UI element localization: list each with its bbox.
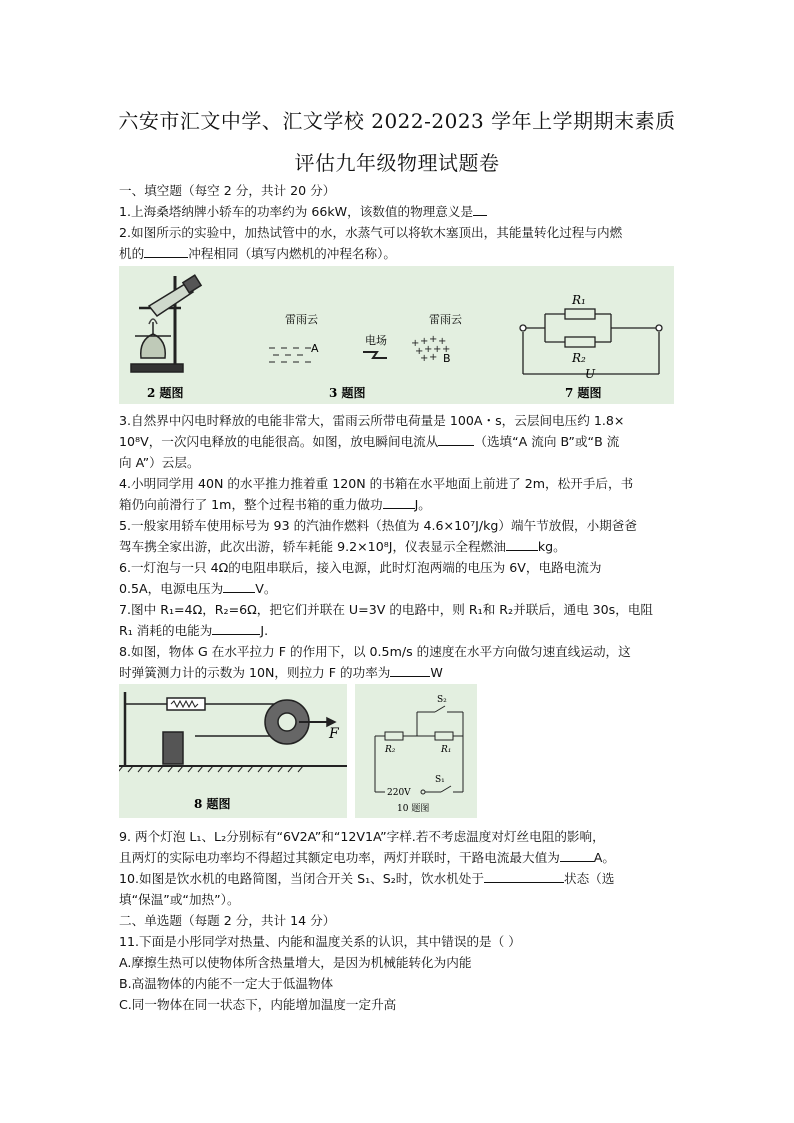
fig3-field-label: 电场 xyxy=(365,334,387,347)
svg-text:+: + xyxy=(442,344,451,355)
question-3-line3: 向 A”）云层。 xyxy=(119,455,200,470)
figure-row-1-svg xyxy=(119,266,674,404)
question-6-line2 xyxy=(119,578,679,599)
fig3-label-a: A xyxy=(311,342,319,355)
question-5-text-b: kg。 xyxy=(537,539,566,554)
question-2-line1: 2.如图所示的实验中，加热试管中的水，水蒸气可以将软木塞顶出，其能量转化过程与内燃 xyxy=(119,225,623,240)
question-7-text-a: R₁ 消耗的电能为 xyxy=(119,623,213,638)
spring-scale xyxy=(167,698,205,710)
answer-blank xyxy=(223,578,255,593)
question-8-text-b: W xyxy=(430,665,443,680)
svg-text:+: + xyxy=(415,346,424,357)
question-4-line1: 4.小明同学用 40N 的水平推力推着重 120N 的书箱在水平地面上前进了 2m，松开手后，书 xyxy=(119,476,634,491)
fig3-cloud-b-label: 雷雨云 xyxy=(429,313,462,326)
question-10-text-a: 10.如图是饮水机的电路简图，当闭合开关 S₁、S₂时，饮水机处于 xyxy=(119,871,484,886)
question-6-text-b: V。 xyxy=(255,581,277,596)
question-10-line2: 填“保温”或“加热”）。 xyxy=(119,892,240,907)
resistor-r1 xyxy=(435,732,453,740)
answer-blank xyxy=(473,201,487,216)
question-4-text-a: 箱仍向前滑行了 1m，整个过程书箱的重力做功 xyxy=(119,497,383,512)
fig7-r2-label: R₂ xyxy=(572,351,586,365)
svg-text:+: + xyxy=(429,352,438,363)
fig3-caption: 3 题图 xyxy=(329,386,366,400)
fig10-voltage-label: 220V xyxy=(387,788,411,798)
svg-text:+: + xyxy=(429,334,438,345)
answer-blank xyxy=(484,868,564,883)
fig3-cloud-a-label: 雷雨云 xyxy=(285,313,318,326)
question-7-text-b: J. xyxy=(260,623,269,638)
question-5-text-a: 驾车携全家出游，此次出游，轿车耗能 9.2×10⁸J，仪表显示全程燃油 xyxy=(119,539,506,554)
question-3-text-a: 10⁸V，一次闪电释放的电能很高。如图，放电瞬间电流从 xyxy=(119,434,439,449)
fig3-negative-charges xyxy=(269,348,311,362)
lightning-icon xyxy=(363,352,387,358)
fig2-caption: 2 题图 xyxy=(147,386,184,400)
figure-10-svg xyxy=(355,684,477,818)
question-3-text-b: （选填“A 流向 B”或“B 流 xyxy=(474,434,620,449)
question-11-option-c: C.同一物体在同一状态下，内能增加温度一定升高 xyxy=(119,997,397,1012)
exam-title-line1: 六安市汇文中学、汇文学校 2022-2023 学年上学期期末素质 xyxy=(118,109,676,133)
question-3-line1: 3.自然界中闪电时释放的电能非常大，雷雨云所带电荷量是 100A・s，云层间电压约 1.8× xyxy=(119,413,625,428)
question-10-text-b: 状态（选 xyxy=(563,871,615,886)
fig10-s1-label: S₁ xyxy=(435,775,445,785)
question-4-line2 xyxy=(119,494,679,515)
question-9-line1: 9. 两个灯泡 L₁、L₂分别标有“6V2A”和“12V1A”字样.若不考虑温度对灯丝电阻的影响， xyxy=(119,829,605,844)
question-11-stem: 11.下面是小彤同学对热量、内能和温度关系的认识，其中错误的是（ ） xyxy=(119,934,521,949)
question-6-line1: 6.一灯泡与一只 4Ω的电阻串联后，接入电源，此时灯泡两端的电压为 6V，电路电流为 xyxy=(119,560,602,575)
fig10-r1-label: R₁ xyxy=(441,745,452,755)
figure-8 xyxy=(119,684,347,818)
fig7-u-label: U xyxy=(585,367,596,381)
svg-text:+: + xyxy=(438,336,447,347)
fig7-circuit xyxy=(520,309,662,374)
fig10-r2-label: R₂ xyxy=(385,745,396,755)
question-7-line2 xyxy=(119,620,679,641)
svg-text:+: + xyxy=(424,344,433,355)
fig7-caption: 7 题图 xyxy=(565,386,602,400)
question-8-line1: 8.如图，物体 G 在水平拉力 F 的作用下，以 0.5m/s 的速度在水平方向做匀速直线运动，这 xyxy=(119,644,631,659)
fig7-r1-label: R₁ xyxy=(572,293,586,307)
figure-row-1 xyxy=(119,266,674,404)
question-11-option-b: B.高温物体的内能不一定大于低温物体 xyxy=(119,976,334,991)
figure-8-svg xyxy=(119,684,347,818)
fig8-caption: 8 题图 xyxy=(194,797,231,811)
fig10-s2-label: S₂ xyxy=(437,695,447,705)
answer-blank xyxy=(144,243,188,258)
resistor-r2 xyxy=(385,732,403,740)
answer-blank xyxy=(390,662,430,677)
question-5-line1: 5.一般家用轿车使用标号为 93 的汽油作燃料（热值为 4.6×10⁷J/kg）端午节放假，小期爸爸 xyxy=(119,518,637,533)
question-1-text: 1.上海桑塔纳牌小轿车的功率约为 66kW，该数值的物理意义是 xyxy=(119,204,474,219)
section2-heading: 二、单选题（每题 2 分，共计 14 分） xyxy=(119,913,336,928)
answer-blank xyxy=(438,431,474,446)
figure-10 xyxy=(355,684,477,818)
exam-title-line2: 评估九年级物理试题卷 xyxy=(294,151,500,175)
resistor-r2 xyxy=(565,337,595,347)
question-5-line2 xyxy=(119,536,679,557)
section1-heading: 一、填空题（每空 2 分，共计 20 分） xyxy=(119,183,336,198)
question-3-line2 xyxy=(119,431,679,452)
answer-blank xyxy=(506,536,538,551)
resistor-r1 xyxy=(565,309,595,319)
question-9-text-b: A。 xyxy=(593,850,615,865)
question-9-line2 xyxy=(119,847,679,868)
answer-blank xyxy=(560,847,594,862)
fig8-force-label: F xyxy=(329,726,339,742)
answer-blank xyxy=(212,620,260,635)
question-9-text-a: 且两灯的实际电功率均不得超过其额定电功率，两灯并联时，干路电流最大值为 xyxy=(119,850,560,865)
question-2-text-a: 机的 xyxy=(119,246,145,261)
question-6-text-a: 0.5A，电源电压为 xyxy=(119,581,224,596)
fig2-apparatus-illustration xyxy=(131,275,201,372)
question-8-text-a: 时弹簧测力计的示数为 10N，则拉力 F 的功率为 xyxy=(119,665,391,680)
svg-text:+: + xyxy=(420,353,429,364)
answer-blank xyxy=(383,494,415,509)
question-8-line2 xyxy=(119,662,679,683)
fig3-label-b: B xyxy=(443,352,451,365)
question-11-option-a: A.摩擦生热可以使物体所含热量增大，是因为机械能转化为内能 xyxy=(119,955,472,970)
block-g xyxy=(163,732,183,764)
svg-text:+: + xyxy=(411,338,420,349)
question-4-text-b: J。 xyxy=(414,497,431,512)
question-1 xyxy=(119,201,679,222)
fig10-caption: 10 题图 xyxy=(397,804,430,814)
svg-text:+: + xyxy=(420,336,429,347)
question-10-line1 xyxy=(119,868,679,889)
question-2-text-b: 冲程相同（填写内燃机的冲程名称）。 xyxy=(188,246,396,261)
question-2-line2 xyxy=(119,243,679,264)
svg-text:+: + xyxy=(433,344,442,355)
question-7-line1: 7.图中 R₁=4Ω，R₂=6Ω，把它们并联在 U=3V 的电路中，则 R₁和 R₂并联后，通电 30s，电阻 xyxy=(119,602,654,617)
